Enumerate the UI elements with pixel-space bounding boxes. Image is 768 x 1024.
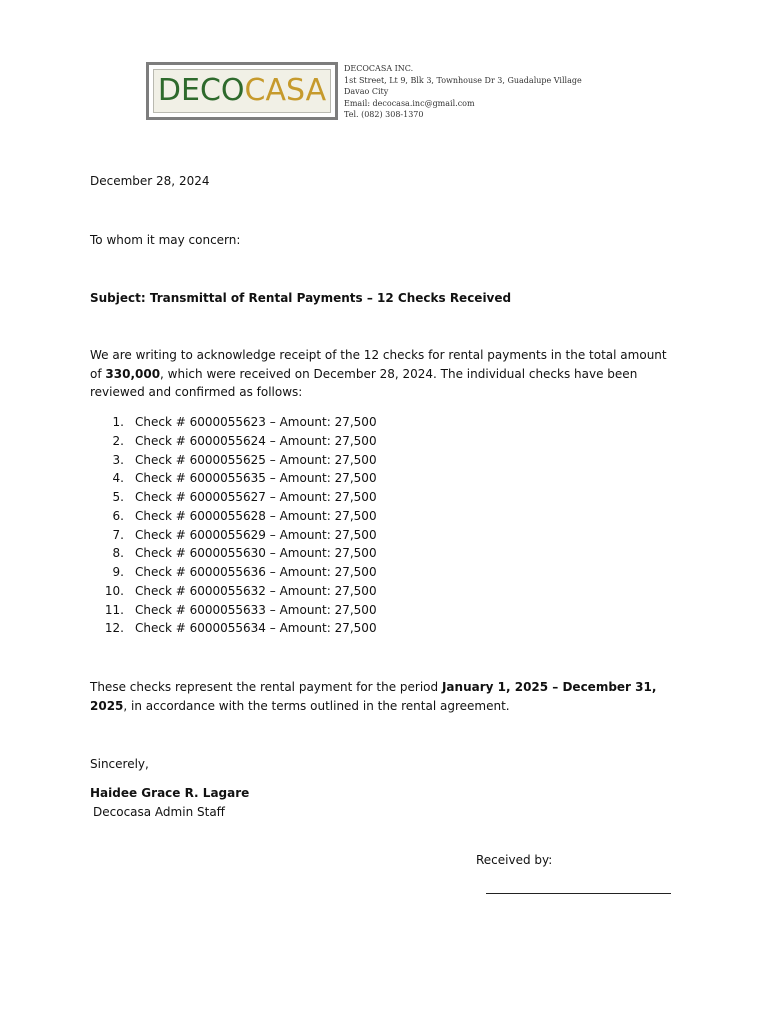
check-description: Check # 6000055634 – Amount: 27,500: [135, 621, 377, 636]
check-number: 6.: [112, 508, 124, 523]
check-description: Check # 6000055628 – Amount: 27,500: [135, 508, 377, 523]
rental-period: January 1, 2025 – December 31, 2025: [90, 680, 657, 713]
check-description: Check # 6000055636 – Amount: 27,500: [135, 565, 377, 579]
check-description: Check # 6000055632 – Amount: 27,500: [135, 583, 377, 598]
period-after: , in accordance with the terms outlined in the rental agreement.: [123, 698, 510, 713]
check-number: 9.: [112, 565, 124, 579]
company-info: [344, 63, 582, 121]
company-email: Email: decocasa.inc@gmail.com: [344, 98, 475, 108]
check-description: Check # 6000055635 – Amount: 27,500: [135, 471, 377, 486]
check-number: 2.: [112, 433, 124, 448]
company-address: 1st Street, Lt 9, Blk 3, Townhouse Dr 3, Guadalupe Village: [344, 75, 582, 85]
company-name: DECOCASA INC.: [344, 64, 414, 73]
logo-casa: CASA: [244, 73, 327, 108]
check-description: Check # 6000055630 – Amount: 27,500: [135, 546, 377, 561]
letterhead: [146, 62, 582, 122]
period-paragraph: [90, 678, 670, 715]
check-number: 12.: [104, 621, 124, 636]
check-description: Check # 6000055627 – Amount: 27,500: [135, 490, 377, 504]
check-description: Check # 6000055633 – Amount: 27,500: [135, 602, 377, 617]
signer-name: Haidee Grace R. Lagare: [90, 786, 250, 800]
company-phone: Tel. (082) 308-1370: [344, 110, 424, 119]
check-number: 5.: [112, 490, 124, 504]
check-description: Check # 6000055624 – Amount: 27,500: [135, 433, 377, 448]
intro-after: , which were received on December 28, 2024. The individual checks have been reviewed and confirmed as follows:: [90, 366, 638, 400]
check-number: 10.: [104, 583, 124, 598]
check-number: 3.: [112, 452, 124, 467]
check-description: Check # 6000055629 – Amount: 27,500: [135, 527, 377, 542]
check-number: 1.: [112, 415, 124, 429]
check-description: Check # 6000055623 – Amount: 27,500: [135, 415, 377, 429]
intro-before: We are writing to acknowledge receipt of the 12 checks for rental payments in the total amount of: [90, 348, 667, 381]
subject-line: Subject: Transmittal of Rental Payments – 12 Checks Received: [90, 291, 512, 305]
signer-title: Decocasa Admin Staff: [93, 805, 225, 819]
check-number: 4.: [112, 471, 124, 486]
total-amount: 330,000: [105, 366, 161, 381]
logo-deco: DECO: [157, 73, 245, 108]
signature-line: [486, 893, 671, 894]
logo-panel: [153, 69, 331, 113]
intro-paragraph: [90, 346, 670, 402]
check-number: 8.: [112, 546, 124, 561]
check-description: Check # 6000055625 – Amount: 27,500: [135, 452, 377, 467]
company-logo: [146, 62, 338, 120]
salutation: To whom it may concern:: [90, 233, 241, 247]
letter-date: December 28, 2024: [90, 174, 210, 188]
logo-wordmark: [157, 73, 327, 108]
period-before: These checks represent the rental payment for the period: [90, 680, 442, 694]
received-by-label: Received by:: [476, 853, 553, 867]
check-number: 11.: [104, 602, 124, 617]
closing: Sincerely,: [90, 757, 149, 771]
check-number: 7.: [112, 527, 124, 542]
company-city: Davao City: [344, 87, 389, 96]
